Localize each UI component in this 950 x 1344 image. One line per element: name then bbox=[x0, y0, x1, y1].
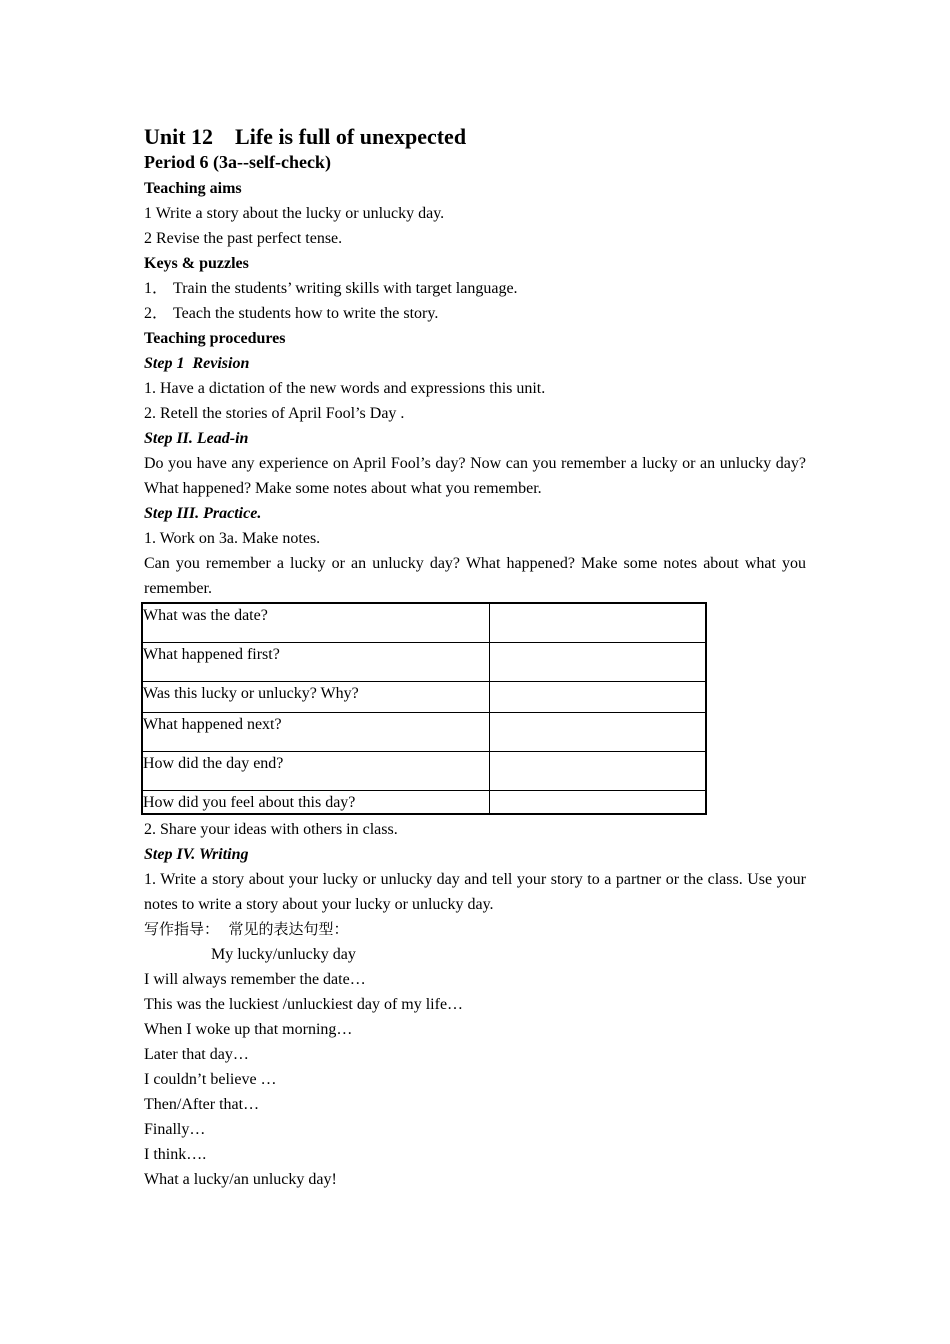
question-cell: How did you feel about this day? bbox=[142, 790, 490, 814]
step1-item-1: 1. Have a dictation of the new words and expressions this unit. bbox=[144, 380, 546, 397]
aims-item-2: 2 Revise the past perfect tense. bbox=[144, 230, 343, 247]
answer-cell[interactable] bbox=[490, 790, 707, 814]
table-row bbox=[142, 712, 706, 751]
table-row bbox=[142, 642, 706, 681]
notes-table bbox=[141, 602, 707, 815]
step4-item-1: 1. Write a story about your lucky or unlucky day and tell your story to a partner or the class. Use your notes to write a story about your lucky or unlucky day. bbox=[144, 871, 806, 913]
procedures-heading: Teaching procedures bbox=[144, 330, 286, 347]
table-row bbox=[142, 603, 706, 642]
document-page bbox=[144, 122, 806, 1192]
step3-item-2: 2. Share your ideas with others in class. bbox=[144, 821, 398, 838]
step1-heading: Step 1 Revision bbox=[144, 355, 250, 372]
story-title: My lucky/unlucky day bbox=[211, 946, 356, 963]
keys-heading: Keys & puzzles bbox=[144, 255, 249, 272]
answer-cell[interactable] bbox=[490, 681, 707, 712]
step2-paragraph: Do you have any experience on April Fool’s day? Now can you remember a lucky or an unlucky day? What happened? Make some notes about what you remember. bbox=[144, 455, 806, 497]
table-row bbox=[142, 681, 706, 712]
phrase-item: I think…. bbox=[144, 1146, 207, 1163]
table-row bbox=[142, 790, 706, 814]
answer-cell[interactable] bbox=[490, 642, 707, 681]
aims-heading: Teaching aims bbox=[144, 180, 242, 197]
question-cell: What happened first? bbox=[142, 642, 490, 681]
question-cell: What happened next? bbox=[142, 712, 490, 751]
keys-item-2 bbox=[144, 301, 806, 326]
aims-item-1: 1 Write a story about the lucky or unlucky day. bbox=[144, 205, 445, 222]
keys-item-2-number: 2． bbox=[144, 305, 169, 322]
step3-instruction: Can you remember a lucky or an unlucky day? What happened? Make some notes about what you remember. bbox=[144, 555, 806, 597]
writing-guide: 写作指导： 常见的表达句型： bbox=[144, 920, 349, 938]
phrase-item: What a lucky/an unlucky day! bbox=[144, 1171, 337, 1188]
keys-item-1-text: Train the students’ writing skills with target language. bbox=[173, 280, 518, 297]
step1-item-2: 2. Retell the stories of April Fool’s Day . bbox=[144, 405, 405, 422]
step3-item-1: 1. Work on 3a. Make notes. bbox=[144, 530, 321, 547]
phrase-item: Finally… bbox=[144, 1121, 206, 1138]
phrase-item: I will always remember the date… bbox=[144, 971, 366, 988]
step3-heading: Step III. Practice. bbox=[144, 505, 262, 522]
answer-cell[interactable] bbox=[490, 712, 707, 751]
step4-heading: Step IV. Writing bbox=[144, 846, 249, 863]
phrase-item: I couldn’t believe … bbox=[144, 1071, 277, 1088]
answer-cell[interactable] bbox=[490, 603, 707, 642]
keys-item-1 bbox=[144, 276, 806, 301]
phrase-item: When I woke up that morning… bbox=[144, 1021, 353, 1038]
phrase-item: Later that day… bbox=[144, 1046, 249, 1063]
keys-item-2-text: Teach the students how to write the story. bbox=[173, 305, 439, 322]
answer-cell[interactable] bbox=[490, 751, 707, 790]
table-row bbox=[142, 751, 706, 790]
question-cell: Was this lucky or unlucky? Why? bbox=[142, 681, 490, 712]
phrase-item: Then/After that… bbox=[144, 1096, 260, 1113]
phrase-item: This was the luckiest /unluckiest day of my life… bbox=[144, 996, 464, 1013]
step2-heading: Step II. Lead-in bbox=[144, 430, 249, 447]
question-cell: What was the date? bbox=[142, 603, 490, 642]
keys-item-1-number: 1． bbox=[144, 280, 169, 297]
unit-title: Unit 12 Life is full of unexpected bbox=[144, 124, 467, 149]
period-title: Period 6 (3a--self-check) bbox=[144, 152, 331, 172]
question-cell: How did the day end? bbox=[142, 751, 490, 790]
